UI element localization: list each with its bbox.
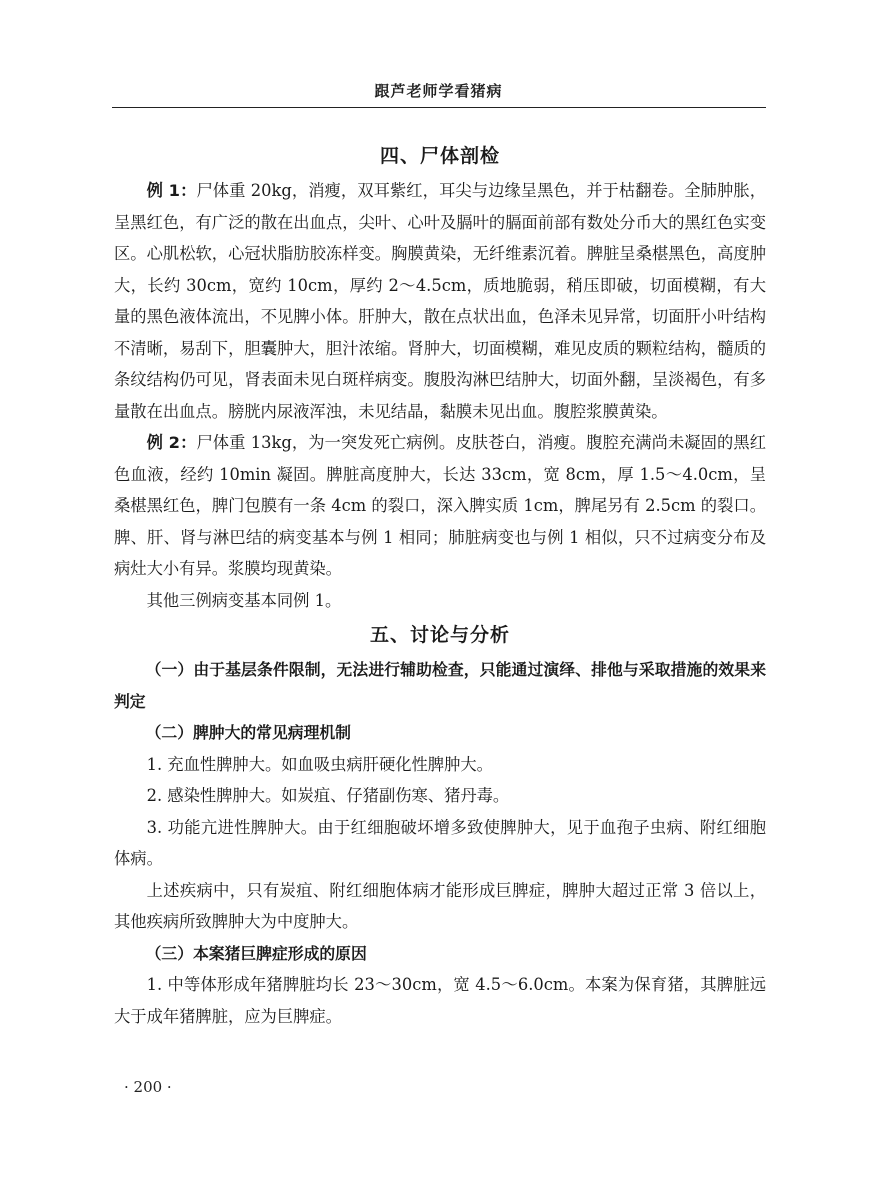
subheading-splenomegaly-mechanism: （二）脾肿大的常见病理机制 [145,723,351,742]
other-cases-paragraph: 其他三例病变基本同例 1。 [146,590,342,610]
page-number: · 200 · [124,1078,172,1096]
case-1-paragraph [114,175,766,427]
cause-item-1: 1. 中等体形成年猪脾脏均长 23～30cm，宽 4.5～6.0cm。本案为保育猪，其脾脏远大于成年猪脾脏，应为巨脾症。 [114,975,766,1026]
header-rule [112,107,766,108]
case-1-label: 例 1： [146,181,197,200]
mechanism-item-3: 3. 功能亢进性脾肿大。由于红细胞破坏增多致使脾肿大，见于血孢子虫病、附红细胞体病。 [114,817,766,868]
subheading-diagnosis-basis: （一）由于基层条件限制，无法进行辅助检查，只能通过演绎、排他与采取措施的效果来判定 [114,660,766,711]
section-title-discussion: 五、讨论与分析 [369,624,510,646]
subheading-giant-spleen-cause: （三）本案猪巨脾症形成的原因 [145,943,367,963]
running-header: 跟芦老师学看猪病 [374,82,503,100]
case-2-label: 例 2： [146,433,197,452]
case-1-text: 尸体重 20kg，消瘦，双耳紫红，耳尖与边缘呈黑色，并于枯翻卷。全肺肿胀，呈黑红色，有广泛的散在出血点，尖叶、心叶及膈叶的膈面前部有数处分币大的黑红色实变区。心肌松软，心冠状脂肪胶冻样变。胸膜黄染，无纤维素沉着。脾脏呈桑椹黑色，高度肿大，长约 30cm，宽约 10cm，厚约 2～4.5cm，质地脆弱，稍压即破，切面模糊，有大量的黑色液体流出，不见脾小体。肝肿大，散在点状出血，色泽未见异常，切面肝小叶结构不清晰，易刮下，胆囊肿大，胆汁浓缩。肾肿大，切面模糊，难见皮质的颗粒结构，髓质的条纹结构仍可见，肾表面未见白斑样病变。腹股沟淋巴结肿大，切面外翻，呈淡褐色，有多量散在出血点。膀胱内尿液浑浊，未见结晶，黏膜未见出血。腹腔浆膜黄染。 [114,181,767,421]
case-2-paragraph [114,427,766,585]
page-body [114,137,766,1032]
section-title-autopsy: 四、尸体剖检 [379,145,500,167]
mechanism-item-2: 2. 感染性脾肿大。如炭疽、仔猪副伤寒、猪丹毒。 [146,786,510,805]
mechanism-summary: 上述疾病中，只有炭疽、附红细胞体病才能形成巨脾症，脾肿大超过正常 3 倍以上，其他疾病所致脾肿大为中度肿大。 [114,880,766,931]
mechanism-item-1: 1. 充血性脾肿大。如血吸虫病肝硬化性脾肿大。 [146,754,493,774]
case-2-text: 尸体重 13kg，为一突发死亡病例。皮肤苍白，消瘦。腹腔充满尚未凝固的黑红色血液，经约 10min 凝固。脾脏高度肿大，长达 33cm，宽 8cm，厚 1.5～4.0cm，呈桑椹黑红色，脾门包膜有一条 4cm 的裂口，深入脾实质 1cm，脾尾另有 2.5cm 的裂口。脾、肝、肾与淋巴结的病变基本与例 1 相同；肺脏病变也与例 1 相似，只不过病变分布及病灶大小有异。浆膜均现黄染。 [114,433,767,578]
